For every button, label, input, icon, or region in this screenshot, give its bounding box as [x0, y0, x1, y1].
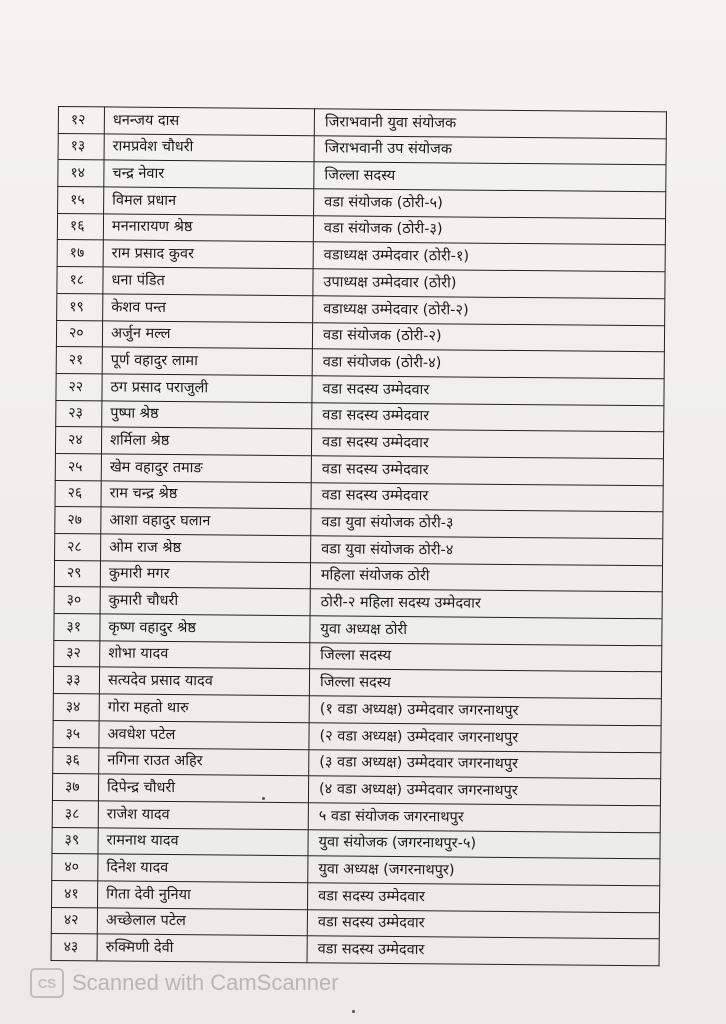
camscanner-logo-icon: CS: [30, 968, 64, 998]
member-role-cell: (१ वडा अध्यक्ष) उम्मेदवार जगरनाथपुर: [309, 696, 661, 726]
table-row: [51, 934, 659, 966]
member-name-cell: पूर्ण वहादुर लामा: [102, 347, 312, 376]
ink-speck: [262, 797, 265, 800]
serial-number-cell: २२: [56, 373, 102, 400]
member-name-cell: रामनाथ यादव: [98, 827, 308, 856]
member-name-cell: अर्जुन मल्ल: [102, 320, 312, 349]
serial-number-cell: १९: [57, 293, 103, 320]
member-role-cell: वडाध्यक्ष उम्मेदवार (ठोरी-२): [313, 296, 665, 326]
member-name-cell: गोरा महतो थारु: [99, 694, 309, 723]
member-name-cell: कुमारी चौधरी: [100, 587, 310, 616]
member-name-cell: रुक्मिणी देवी: [97, 934, 307, 963]
member-role-cell: वडा सदस्य उम्मेदवार: [312, 376, 664, 406]
member-role-cell: जिल्ला सदस्य: [310, 642, 662, 672]
serial-number-cell: १२: [58, 107, 104, 134]
member-name-cell: मननारायण श्रेष्ठ: [103, 214, 313, 243]
serial-number-cell: २४: [55, 427, 101, 454]
serial-number-cell: १३: [58, 133, 104, 160]
member-name-cell: राजेश यादव: [98, 801, 308, 830]
member-role-cell: जिल्ला सदस्य: [314, 162, 666, 192]
member-role-cell: वडा सदस्य उम्मेदवार: [311, 482, 663, 512]
serial-number-cell: २१: [56, 347, 102, 374]
serial-number-cell: १७: [57, 240, 103, 267]
member-name-cell: खेम वहादुर तमाङ: [101, 454, 311, 483]
serial-number-cell: ३०: [54, 587, 100, 614]
member-role-cell: वडा संयोजक (ठोरी-३): [313, 215, 665, 245]
serial-number-cell: ३८: [52, 800, 98, 827]
member-role-cell: वडा संयोजक (ठोरी-५): [314, 189, 666, 219]
member-role-cell: वडा सदस्य उम्मेदवार: [307, 936, 659, 966]
member-list-body: [51, 107, 666, 966]
member-list-table-wrapper: [51, 106, 666, 966]
member-name-cell: शर्मिला श्रेष्ठ: [101, 427, 311, 456]
member-role-cell: जिल्ला सदस्य: [309, 669, 661, 699]
member-name-cell: नगिना राउत अहिर: [99, 747, 309, 776]
member-name-cell: शोभा यादव: [100, 641, 310, 670]
serial-number-cell: २५: [55, 453, 101, 480]
member-name-cell: धना पंडित: [103, 267, 313, 296]
member-name-cell: ठग प्रसाद पराजुली: [102, 374, 312, 403]
serial-number-cell: ४०: [52, 854, 98, 881]
member-role-cell: जिराभवानी युवा संयोजक: [314, 109, 666, 139]
member-name-cell: गिता देवी नुनिया: [98, 881, 308, 910]
serial-number-cell: १८: [57, 267, 103, 294]
member-name-cell: आशा वहादुर घलान: [101, 507, 311, 536]
member-name-cell: अच्छेलाल पटेल: [97, 908, 307, 937]
member-list-table: [51, 106, 667, 966]
member-role-cell: ठोरी-२ महिला सदस्य उम्मेदवार: [310, 589, 662, 619]
serial-number-cell: ३५: [53, 720, 99, 747]
member-role-cell: युवा अध्यक्ष (जगरनाथपुर): [308, 856, 660, 886]
member-name-cell: राम प्रसाद कुवर: [103, 240, 313, 269]
serial-number-cell: ३६: [53, 747, 99, 774]
watermark-text: Scanned with CamScanner: [72, 970, 339, 995]
member-name-cell: केशव पन्त: [103, 294, 313, 323]
member-role-cell: ५ वडा संयोजक जगरनाथपुर: [308, 803, 660, 833]
camscanner-watermark: [30, 970, 339, 996]
member-role-cell: वडा युवा संयोजक ठोरी-४: [311, 536, 663, 566]
member-name-cell: पुष्पा श्रेष्ठ: [102, 400, 312, 429]
serial-number-cell: ३४: [53, 694, 99, 721]
serial-number-cell: ४२: [51, 907, 97, 934]
serial-number-cell: ३९: [52, 827, 98, 854]
member-name-cell: राम चन्द्र श्रेष्ठ: [101, 481, 311, 510]
member-role-cell: वडा संयोजक (ठोरी-२): [312, 322, 664, 352]
member-role-cell: (३ वडा अध्यक्ष) उम्मेदवार जगरनाथपुर: [309, 749, 661, 779]
member-role-cell: (२ वडा अध्यक्ष) उम्मेदवार जगरनाथपुर: [309, 723, 661, 753]
serial-number-cell: ३३: [53, 667, 99, 694]
member-role-cell: वडा सदस्य उम्मेदवार: [307, 909, 659, 939]
member-role-cell: (४ वडा अध्यक्ष) उम्मेदवार जगरनाथपुर: [308, 776, 660, 806]
serial-number-cell: ४३: [51, 934, 97, 961]
member-name-cell: रामप्रवेश चौधरी: [104, 134, 314, 163]
serial-number-cell: २३: [56, 400, 102, 427]
member-name-cell: चन्द्र नेवार: [104, 160, 314, 189]
member-role-cell: वडा सदस्य उम्मेदवार: [311, 429, 663, 459]
member-role-cell: वडा संयोजक (ठोरी-४): [312, 349, 664, 379]
member-name-cell: विमल प्रधान: [104, 187, 314, 216]
member-role-cell: वडा सदस्य उम्मेदवार: [307, 883, 659, 913]
member-name-cell: सत्यदेव प्रसाद यादव: [99, 667, 309, 696]
member-name-cell: धनन्जय दास: [104, 107, 314, 136]
member-name-cell: कुमारी मगर: [100, 561, 310, 590]
serial-number-cell: ३२: [54, 640, 100, 667]
member-role-cell: वडाध्यक्ष उम्मेदवार (ठोरी-१): [313, 242, 665, 272]
serial-number-cell: ३७: [52, 774, 98, 801]
member-role-cell: जिराभवानी उप संयोजक: [314, 135, 666, 165]
serial-number-cell: १४: [58, 160, 104, 187]
member-name-cell: ओम राज श्रेष्ठ: [101, 534, 311, 563]
member-name-cell: कृष्ण वहादुर श्रेष्ठ: [100, 614, 310, 643]
member-role-cell: वडा सदस्य उम्मेदवार: [311, 456, 663, 486]
member-name-cell: दिनेश यादव: [98, 854, 308, 883]
serial-number-cell: ४१: [52, 880, 98, 907]
serial-number-cell: २८: [55, 533, 101, 560]
ink-speck: [352, 1010, 355, 1013]
serial-number-cell: २०: [56, 320, 102, 347]
member-role-cell: महिला संयोजक ठोरी: [310, 562, 662, 592]
member-role-cell: वडा सदस्य उम्मेदवार: [312, 402, 664, 432]
serial-number-cell: १६: [57, 213, 103, 240]
serial-number-cell: २७: [55, 507, 101, 534]
member-role-cell: युवा संयोजक (जगरनाथपुर-५): [308, 829, 660, 859]
serial-number-cell: २९: [54, 560, 100, 587]
member-role-cell: उपाध्यक्ष उम्मेदवार (ठोरी): [313, 269, 665, 299]
serial-number-cell: ३१: [54, 614, 100, 641]
member-name-cell: अवधेश पटेल: [99, 721, 309, 750]
serial-number-cell: २६: [55, 480, 101, 507]
member-role-cell: युवा अध्यक्ष ठोरी: [310, 616, 662, 646]
member-role-cell: वडा युवा संयोजक ठोरी-३: [311, 509, 663, 539]
member-name-cell: दिपेन्द्र चौधरी: [98, 774, 308, 803]
serial-number-cell: १५: [58, 187, 104, 214]
